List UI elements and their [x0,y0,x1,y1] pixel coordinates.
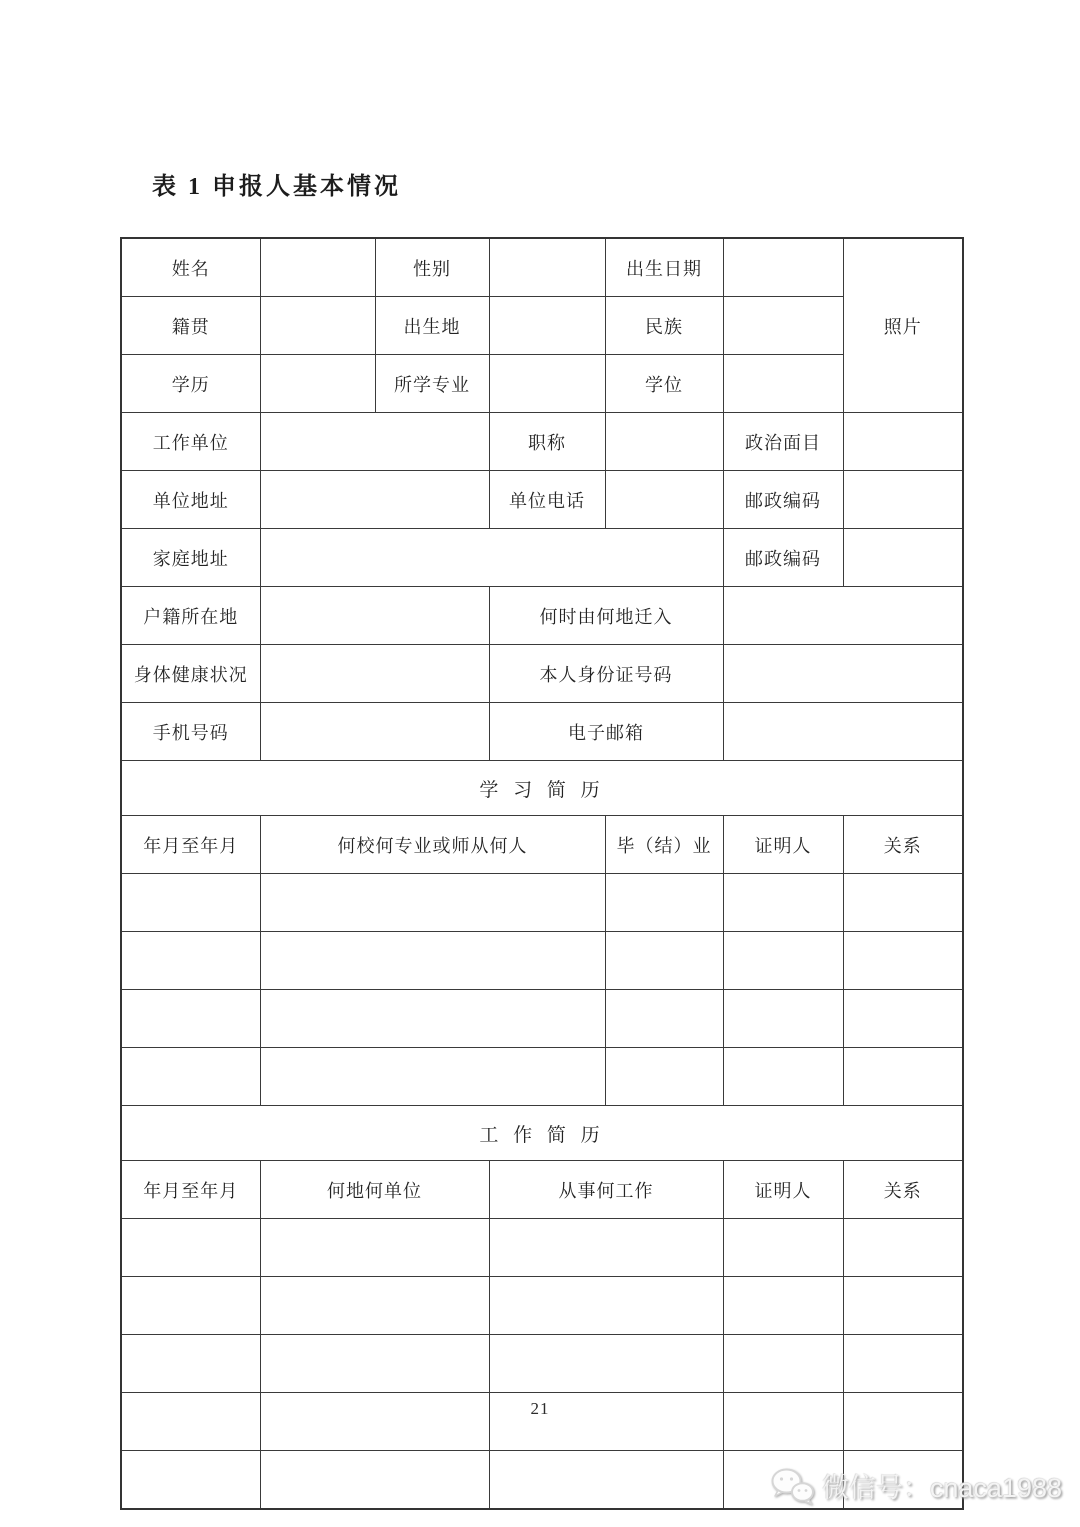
wechat-id-label: 微信号：cnaca1988 [821,1473,1062,1503]
education-header-graduation: 毕（结）业 [605,816,723,874]
empty-cell [121,1277,260,1335]
work-header-relation: 关系 [843,1161,963,1219]
political-status-label: 政治面目 [723,413,843,471]
row-homeaddress-postal [121,529,963,587]
native-place-value-cell [260,297,375,355]
empty-cell [489,1451,723,1510]
name-value-cell [260,238,375,297]
row-household-migration [121,587,963,645]
education-value-cell [260,355,375,413]
gender-value-cell [489,238,605,297]
empty-cell [843,1335,963,1393]
empty-cell [260,1277,489,1335]
row-health-idnumber [121,645,963,703]
email-label: 电子邮箱 [489,703,723,761]
row-name-gender-birthdate [121,238,963,297]
empty-cell [260,932,605,990]
empty-cell [843,1219,963,1277]
empty-cell [260,1335,489,1393]
migration-value-cell [723,587,963,645]
empty-cell [723,1335,843,1393]
empty-cell [121,1451,260,1510]
applicant-info-table [120,237,964,1510]
row-workunit-title-political [121,413,963,471]
work-unit-value-cell [260,413,489,471]
unit-phone-value-cell [605,471,723,529]
home-postal-code-label: 邮政编码 [723,529,843,587]
birth-date-label: 出生日期 [605,238,723,297]
work-empty-row [121,1219,963,1277]
work-section-title: 工 作 简 历 [121,1106,963,1161]
work-unit-label: 工作单位 [121,413,260,471]
empty-cell [260,1048,605,1106]
work-header-row [121,1161,963,1219]
empty-cell [260,874,605,932]
work-empty-row [121,1335,963,1393]
unit-postal-code-value-cell [843,471,963,529]
education-header-reference: 证明人 [723,816,843,874]
health-label: 身体健康状况 [121,645,260,703]
row-education-major-degree [121,355,963,413]
name-label: 姓名 [121,238,260,297]
wechat-watermark [769,1466,1062,1505]
wechat-icon [769,1467,815,1505]
empty-cell [723,1277,843,1335]
empty-cell [723,1219,843,1277]
major-value-cell [489,355,605,413]
household-location-label: 户籍所在地 [121,587,260,645]
page-number: 21 [530,1399,550,1418]
education-header-relation: 关系 [843,816,963,874]
native-place-label: 籍贯 [121,297,260,355]
empty-cell [843,932,963,990]
degree-value-cell [723,355,843,413]
work-section-title-row [121,1106,963,1161]
education-empty-row [121,1048,963,1106]
work-header-period: 年月至年月 [121,1161,260,1219]
birth-date-value-cell [723,238,843,297]
migration-label: 何时由何地迁入 [489,587,723,645]
empty-cell [843,990,963,1048]
education-label: 学历 [121,355,260,413]
education-header-row [121,816,963,874]
education-empty-row [121,990,963,1048]
home-postal-code-value-cell [843,529,963,587]
empty-cell [260,1451,489,1510]
row-mobile-email [121,703,963,761]
empty-cell [605,932,723,990]
work-header-employer: 何地何单位 [260,1161,489,1219]
empty-cell [260,990,605,1048]
home-address-value-cell [260,529,723,587]
empty-cell [121,990,260,1048]
job-title-value-cell [605,413,723,471]
row-unitaddress-phone-postal [121,471,963,529]
degree-label: 学位 [605,355,723,413]
education-header-period: 年月至年月 [121,816,260,874]
mobile-value-cell [260,703,489,761]
empty-cell [723,874,843,932]
birth-place-value-cell [489,297,605,355]
empty-cell [121,1048,260,1106]
education-empty-row [121,932,963,990]
empty-cell [723,1048,843,1106]
health-value-cell [260,645,489,703]
empty-cell [605,990,723,1048]
education-empty-row [121,874,963,932]
home-address-label: 家庭地址 [121,529,260,587]
empty-cell [489,1335,723,1393]
mobile-label: 手机号码 [121,703,260,761]
unit-postal-code-label: 邮政编码 [723,471,843,529]
ethnicity-value-cell [723,297,843,355]
empty-cell [723,990,843,1048]
empty-cell [260,1219,489,1277]
empty-cell [121,932,260,990]
empty-cell [605,874,723,932]
education-section-title: 学 习 简 历 [121,761,963,816]
id-number-label: 本人身份证号码 [489,645,723,703]
row-nativeplace-birthplace-ethnicity [121,297,963,355]
empty-cell [843,1277,963,1335]
education-section-title-row [121,761,963,816]
empty-cell [489,1219,723,1277]
unit-address-label: 单位地址 [121,471,260,529]
empty-cell [121,874,260,932]
work-empty-row [121,1277,963,1335]
job-title-label: 职称 [489,413,605,471]
photo-cell: 照片 [843,238,963,413]
birth-place-label: 出生地 [375,297,489,355]
empty-cell [843,874,963,932]
empty-cell [121,1219,260,1277]
ethnicity-label: 民族 [605,297,723,355]
political-status-value-cell [843,413,963,471]
empty-cell [605,1048,723,1106]
empty-cell [723,932,843,990]
unit-address-value-cell [260,471,489,529]
education-header-school: 何校何专业或师从何人 [260,816,605,874]
gender-label: 性别 [375,238,489,297]
work-header-duty: 从事何工作 [489,1161,723,1219]
empty-cell [843,1048,963,1106]
id-number-value-cell [723,645,963,703]
email-value-cell [723,703,963,761]
unit-phone-label: 单位电话 [489,471,605,529]
empty-cell [121,1335,260,1393]
page-title: 表 1 申报人基本情况 [152,174,401,200]
household-location-value-cell [260,587,489,645]
empty-cell [489,1277,723,1335]
work-header-reference: 证明人 [723,1161,843,1219]
major-label: 所学专业 [375,355,489,413]
